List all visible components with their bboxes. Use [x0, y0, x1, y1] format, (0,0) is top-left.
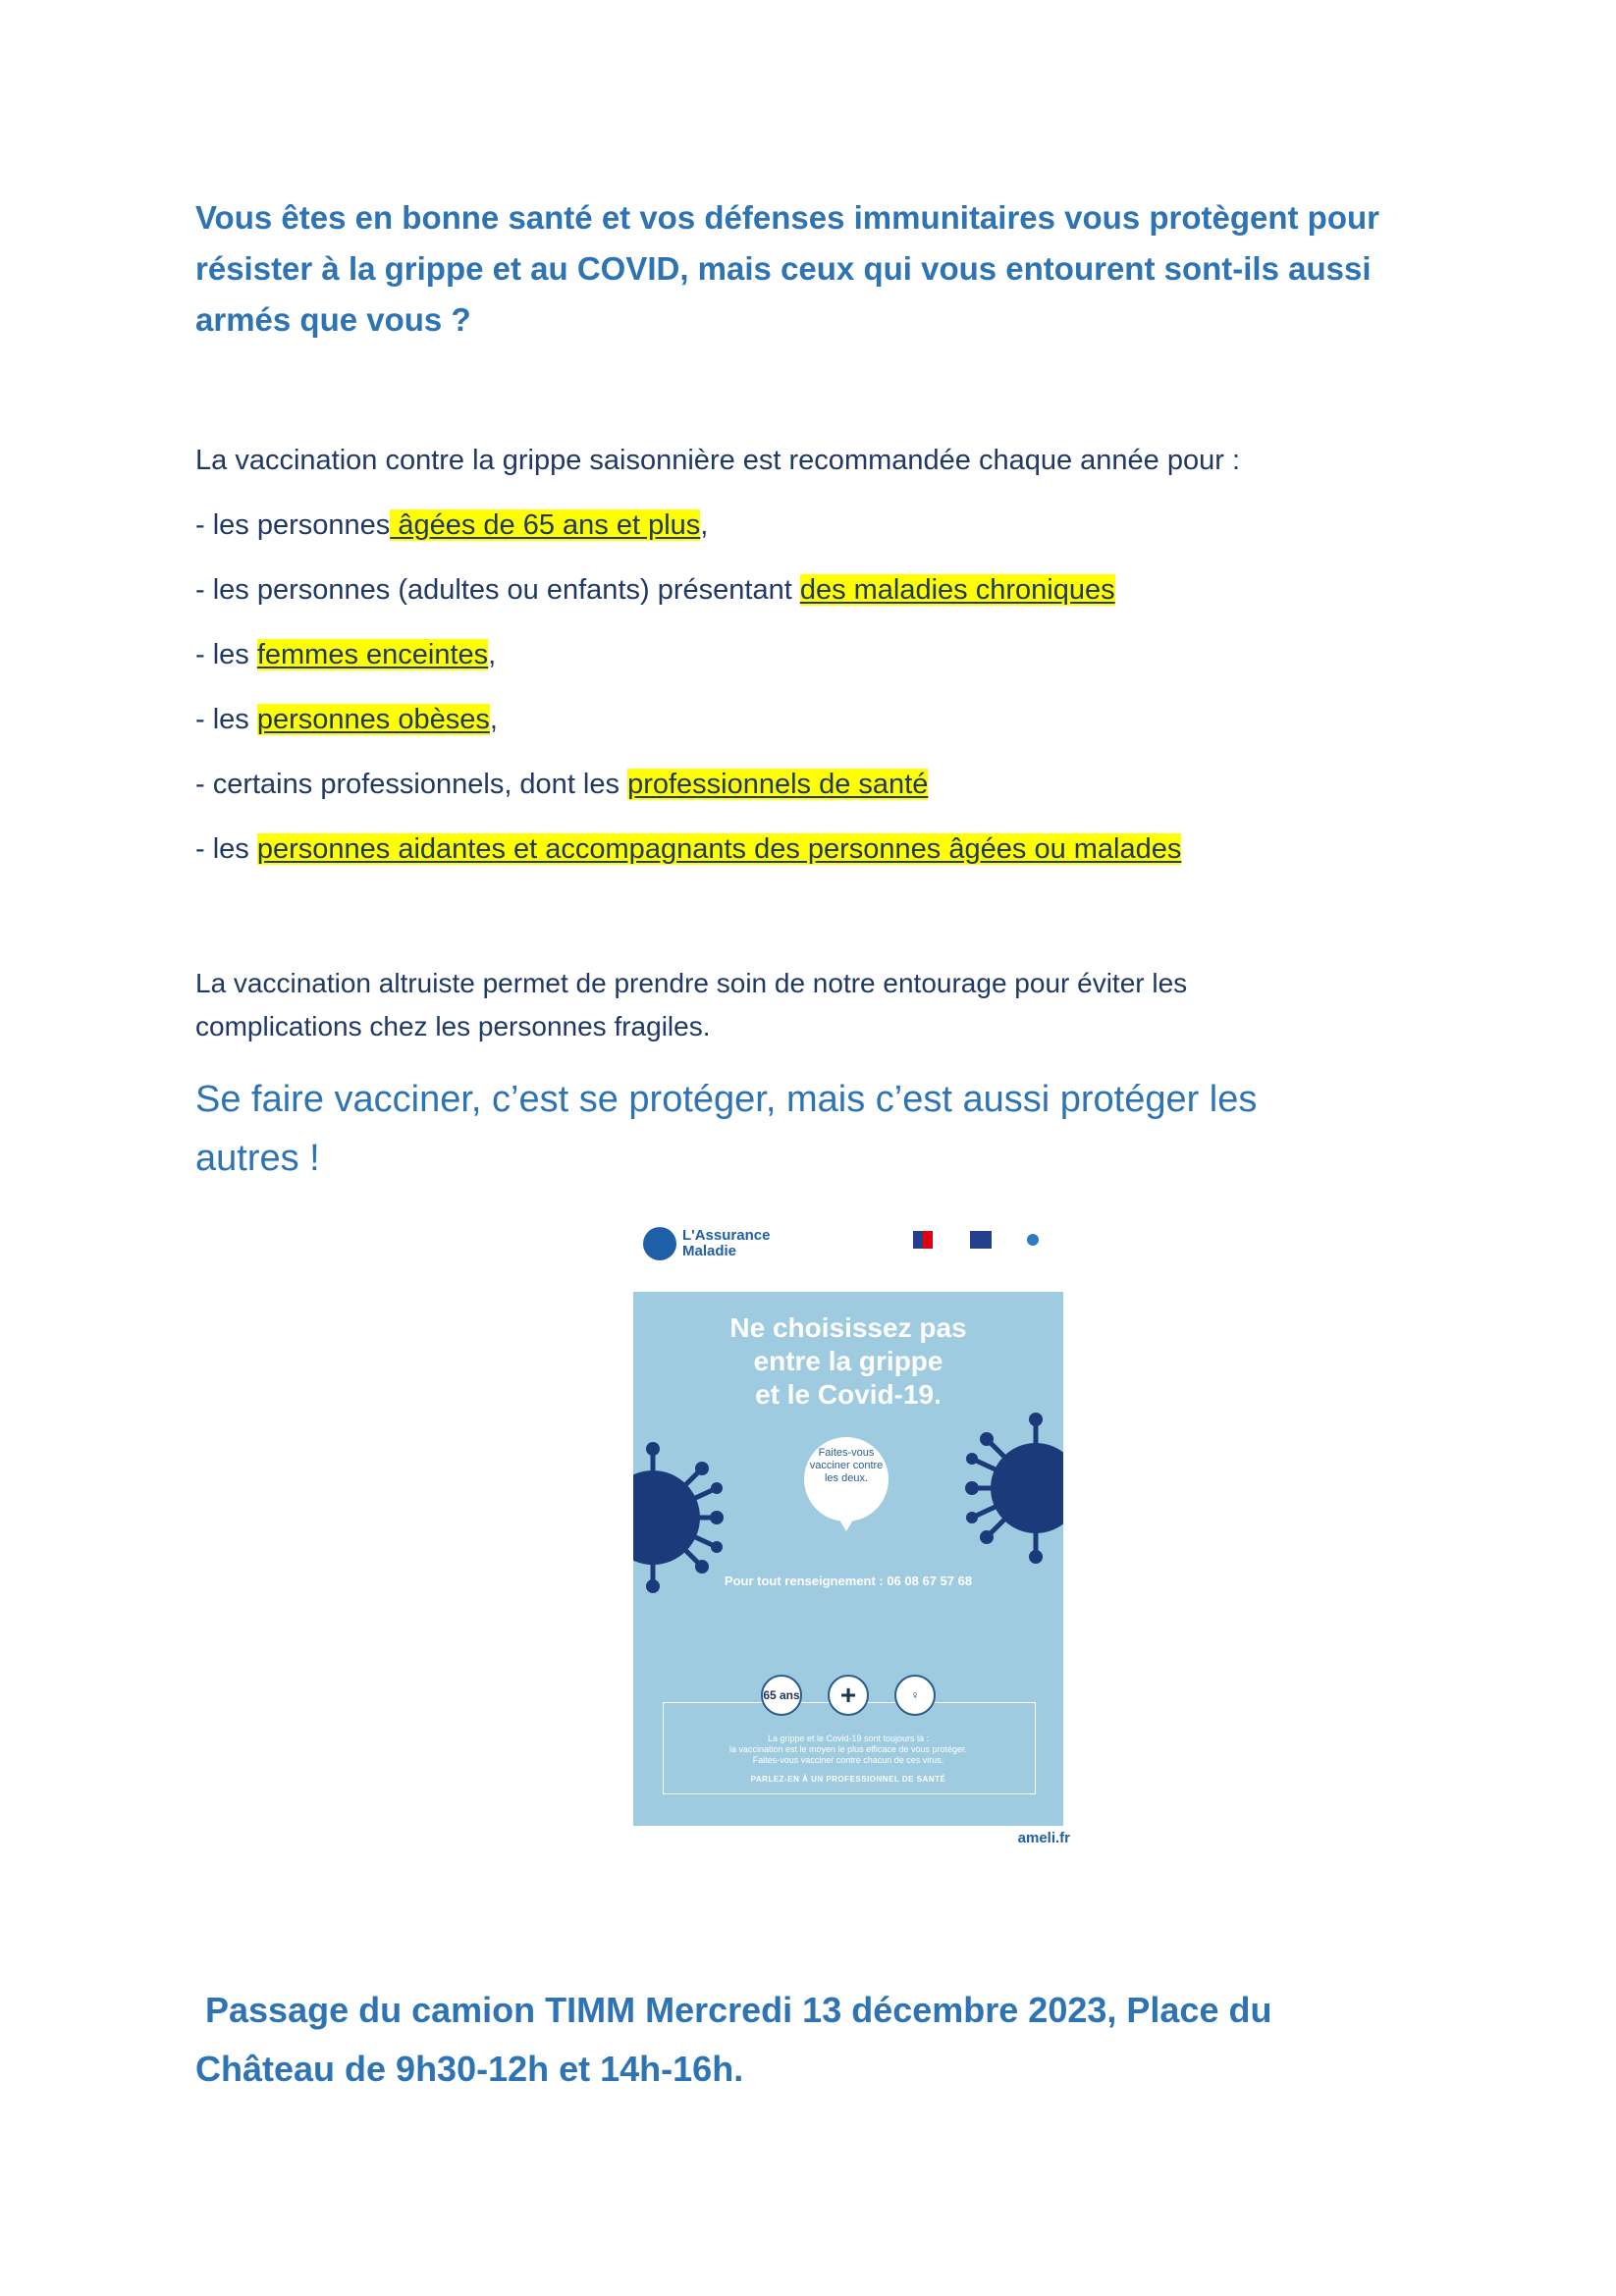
list-item — [195, 569, 1472, 611]
list-item-suffix: , — [700, 509, 709, 541]
list-item — [195, 699, 1472, 740]
truck-line-2: Château de 9h30-12h et 14h-16h. — [195, 2049, 744, 2089]
slogan-line-1: Se faire vacciner, c’est se protéger, mais c’est aussi protéger les — [195, 1079, 1258, 1120]
altruism-paragraph — [195, 962, 1374, 1048]
list-item-suffix: , — [489, 704, 498, 735]
recommendation-list — [195, 440, 1472, 893]
list-item-highlight: personnes aidantes et accompagnants des personnes âgées ou malades — [256, 833, 1182, 865]
poster-icon-row — [633, 1675, 1063, 1716]
poster-small-line-1: La grippe et le Covid-19 sont toujours là : — [767, 1734, 930, 1743]
vaccination-poster — [628, 1217, 1070, 1845]
recommendation-lead: La vaccination contre la grippe saisonnière est recommandée chaque année pour : — [195, 445, 1241, 476]
logo-line-2: Maladie — [682, 1243, 737, 1259]
age-65-icon: 65 ans — [761, 1675, 802, 1716]
pregnant-woman-icon: ♀ — [894, 1675, 936, 1716]
poster-small-line-2: la vaccination est le moyen le plus efficace de vous protéger. — [729, 1744, 967, 1754]
poster-headline — [633, 1311, 1063, 1412]
ameli-logo: ameli.fr — [1017, 1830, 1070, 1846]
altruism-line-2: complications chez les personnes fragiles. — [195, 1011, 711, 1041]
list-item — [195, 764, 1472, 805]
list-item-highlight: personnes obèses — [256, 704, 490, 735]
poster-small-line-3: Faites-vous vacciner contre chacun de ces virus. — [752, 1755, 944, 1765]
list-item-highlight: professionnels de santé — [627, 769, 929, 800]
truck-line-1: Passage du camion TIMM Mercredi 13 décembre 2023, Place du — [195, 1990, 1272, 2030]
list-item-highlight: des maladies chroniques — [799, 574, 1115, 606]
poster-small-text — [663, 1734, 1034, 1766]
list-item-prefix: - les — [195, 704, 257, 735]
list-item-prefix: - les — [195, 833, 257, 865]
virus-right-icon — [957, 1400, 1063, 1576]
poster-headline-line-1: Ne choisissez pas — [729, 1312, 967, 1343]
slogan-line-2: autres ! — [195, 1138, 320, 1179]
poster-logo-bar — [628, 1217, 1070, 1286]
health-agency-logo-icon — [970, 1231, 1013, 1249]
intro-line-3: armés que vous ? — [195, 301, 471, 338]
slogan — [195, 1070, 1374, 1188]
poster-headline-line-2: entre la grippe — [753, 1346, 943, 1376]
list-item-prefix: - les — [195, 639, 257, 670]
poster-headline-line-3: et le Covid-19. — [755, 1379, 942, 1410]
truck-announcement — [195, 1981, 1472, 2099]
ministry-logo-icon — [913, 1231, 956, 1249]
poster-panel — [633, 1292, 1063, 1826]
location-pin-tip — [829, 1502, 864, 1531]
intro-line-2: résister à la grippe et au COVID, mais ceux qui vous entourent sont-ils aussi — [195, 250, 1372, 287]
poster-call-to-action: PARLEZ-EN À UN PROFESSIONNEL DE SANTÉ — [750, 1775, 946, 1784]
pin-text: Faites-vous vacciner contre les deux. — [809, 1447, 884, 1484]
list-item-prefix: - certains professionnels, dont les — [195, 769, 628, 800]
assurance-maladie-logo — [643, 1227, 770, 1260]
list-item-prefix: - les personnes — [195, 509, 391, 541]
health-cross-icon: + — [828, 1675, 869, 1716]
list-item-prefix: - les personnes (adultes ou enfants) présentant — [195, 574, 800, 606]
list-item-highlight: femmes enceintes — [256, 639, 489, 670]
list-item — [195, 828, 1472, 870]
assurance-maladie-icon — [643, 1227, 676, 1260]
list-item — [195, 505, 1472, 546]
poster-phone-info: Pour tout renseignement : 06 08 67 57 68 — [724, 1574, 973, 1588]
altruism-line-1: La vaccination altruiste permet de prendre soin de notre entourage pour éviter les — [195, 968, 1188, 998]
government-logos — [913, 1231, 1070, 1249]
list-item — [195, 634, 1472, 675]
logo-line-1: L'Assurance — [682, 1227, 771, 1244]
intro-line-1: Vous êtes en bonne santé et vos défenses immunitaires vous protègent pour — [195, 199, 1379, 236]
sante-publique-logo-icon — [1027, 1234, 1070, 1246]
list-item-highlight: âgées de 65 ans et plus — [390, 509, 701, 541]
list-item-suffix: , — [488, 639, 497, 670]
intro-question — [195, 192, 1442, 346]
